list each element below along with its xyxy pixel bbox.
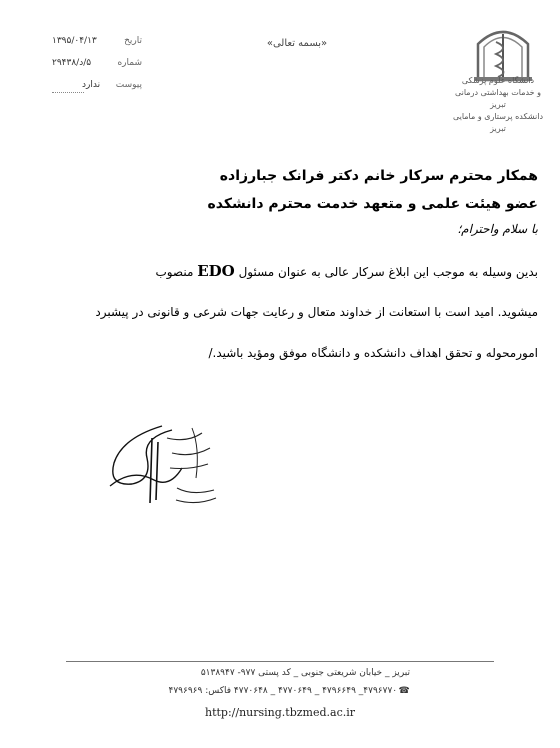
date-label: تاریخ bbox=[124, 36, 142, 46]
bismillah-heading: «بسمه تعالی» bbox=[266, 38, 328, 49]
recipient-line-1: همکار محترم سرکار خانم دکتر فرانک جبارزاده bbox=[219, 168, 538, 184]
paragraph-line-1-end: منصوب bbox=[155, 265, 194, 279]
paragraph-line-1 bbox=[18, 262, 538, 280]
logo-caption-line: دانشکده پرستاری و مامایی تبریز bbox=[452, 112, 544, 133]
number-field bbox=[52, 58, 142, 72]
number-value: ۵/د/۲۹۴۳۸ bbox=[52, 58, 92, 68]
paragraph-line-1-start: بدین وسیله به موجب این ابلاغ سرکار عالی به عنوان مسئول bbox=[238, 265, 538, 279]
logo-caption-line: دانشگاه علوم پزشکی bbox=[461, 76, 535, 85]
date-field bbox=[52, 36, 142, 50]
salutation: با سلام واحترام؛ bbox=[457, 222, 538, 236]
date-value: ۱۳۹۵/۰۴/۱۳ bbox=[52, 36, 97, 46]
attachment-value: ندارد bbox=[82, 80, 101, 90]
footer-address: تبریز _ خیابان شریعتی جنوبی _ کد پستی ۹۷۷- ۵۱۳۸۹۴۷ bbox=[200, 668, 410, 678]
recipient-line-2: عضو هیئت علمی و متعهد خدمت محترم دانشکده bbox=[207, 196, 538, 212]
footer-phones bbox=[150, 686, 410, 696]
logo-caption bbox=[450, 75, 546, 135]
footer-website-link[interactable]: http://nursing.tbzmed.ac.ir bbox=[204, 706, 356, 719]
paragraph-line-2: میشوید. امید است با استعانت از خداوند متعال و رعایت جهات شرعی و قانونی در پیشبرد bbox=[95, 305, 538, 319]
logo-caption-line: و خدمات بهداشتی درمانی تبریز bbox=[454, 88, 542, 109]
handwritten-signature bbox=[92, 408, 222, 513]
attachment-label: پیوست bbox=[115, 80, 142, 90]
paragraph-line-3: امورمحوله و تحقق اهداف دانشکده و دانشگاه موفق ومؤید باشید./ bbox=[208, 346, 538, 360]
footer-divider bbox=[66, 661, 494, 662]
signature-scribble-icon bbox=[92, 408, 222, 513]
number-label: شماره bbox=[117, 58, 142, 68]
edo-term: EDO bbox=[197, 262, 235, 280]
footer-phones-text: ۴۷۹۶۷۷۰_ ۴۷۹۶۶۴۹ _ ۴۷۷۰۶۴۹ _ ۴۷۷۰۶۴۸ فاکس: ۴۷۹۶۹۶۹ bbox=[168, 686, 398, 696]
university-emblem-icon bbox=[468, 22, 538, 82]
attachment-field bbox=[52, 80, 142, 94]
phone-icon: ☎ bbox=[398, 686, 410, 696]
